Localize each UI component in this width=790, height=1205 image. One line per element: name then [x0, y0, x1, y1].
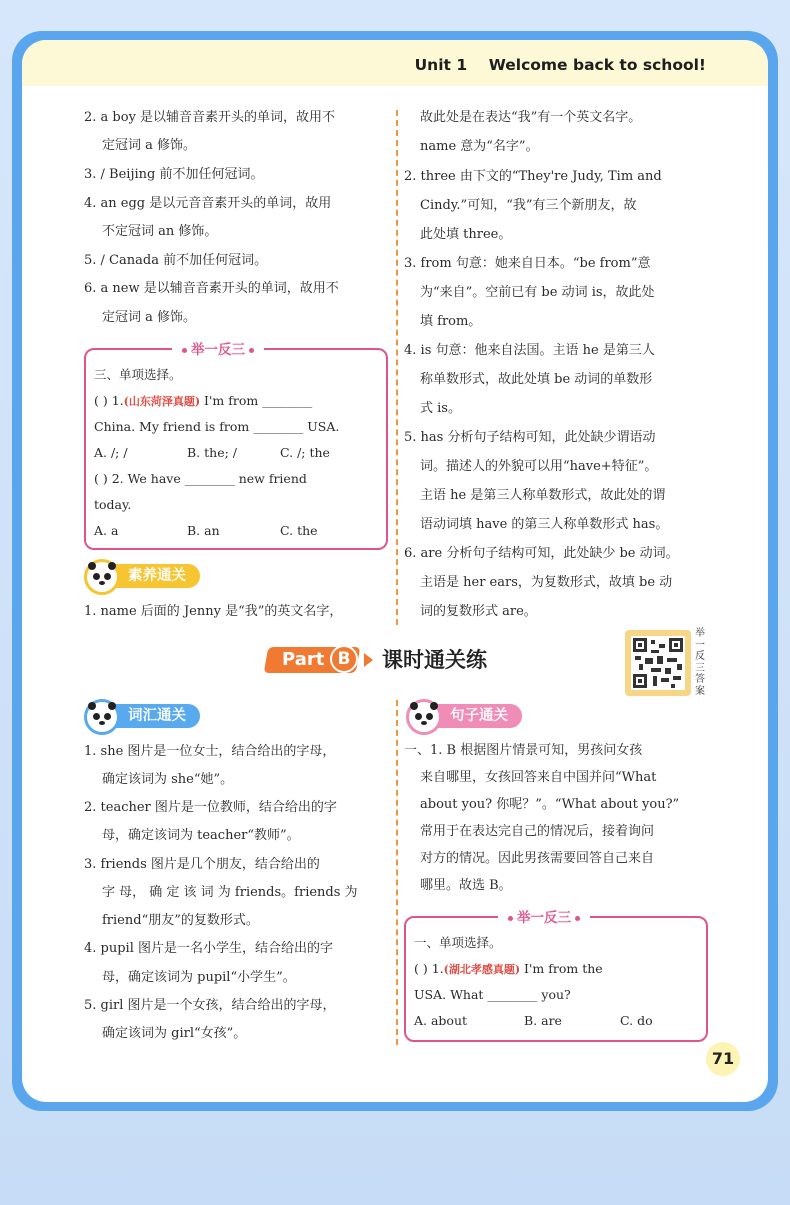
answer-line: 一、1. B 根据图片情景可知，男孩问女孩: [404, 743, 643, 758]
answer-line: 词。描述人的外貌可以用“have+特征”。: [420, 459, 658, 474]
answer-line: 不定冠词 an 修饰。: [102, 224, 218, 239]
column-divider: [396, 110, 398, 625]
part-b-header: [266, 647, 566, 677]
answer-line: Cindy.”可知，“我”有三个新朋友，故: [420, 198, 637, 213]
answer-line: 确定该词为 girl“女孩”。: [102, 1026, 247, 1041]
qr-label: 举一反三答案: [695, 628, 705, 697]
panda-icon: [84, 559, 120, 595]
practice-box-1-title: 举一反三: [172, 338, 264, 358]
qr-code-icon: [625, 630, 691, 696]
answer-line: 来自哪里，女孩回答来自中国并问“What: [420, 770, 657, 785]
option-c: C. do: [620, 1013, 653, 1028]
column-divider: [396, 700, 398, 1045]
answer-line: friend“朋友”的复数形式。: [102, 913, 259, 928]
answer-line: 为“来自”。空前已有 be 动词 is，故此处: [420, 285, 655, 300]
panda-icon: [406, 699, 442, 735]
answer-line: 5. has 分析句子结构可知，此处缺少谓语动: [404, 430, 656, 445]
answer-line: 词的复数形式 are。: [420, 604, 537, 619]
practice-box-2-title: 举一反三: [498, 906, 590, 926]
answer-line: 母，确定该词为 pupil“小学生”。: [102, 970, 296, 985]
answer-line: 3. friends 图片是几个朋友，结合给出的: [84, 857, 320, 872]
answer-line: 定冠词 a 修饰。: [102, 138, 197, 153]
answer-line: 语动词填 have 的第三人称单数形式 has。: [420, 517, 669, 532]
section-label-suyang: 素养通关: [86, 564, 200, 588]
answer-line: 2. teacher 图片是一位教师，结合给出的字: [84, 800, 337, 815]
option-b: B. are: [524, 1013, 562, 1028]
answer-line: 故此处是在表达“我”有一个英文名字。: [420, 110, 642, 125]
box-heading: 一、单项选择。: [414, 935, 502, 950]
option-a: A. a: [94, 523, 119, 538]
answer-line: 5. girl 图片是一个女孩，结合给出的字母，: [84, 998, 336, 1013]
answer-line: 定冠词 a 修饰。: [102, 310, 197, 325]
answer-line: 2. three 由下文的“They're Judy, Tim and: [404, 169, 662, 184]
answer-line: 3. / Beijing 前不加任何冠词。: [84, 167, 264, 182]
answer-line: 式 is。: [420, 401, 461, 416]
part-title: 课时通关练: [382, 648, 487, 672]
page-number: 71: [706, 1042, 740, 1076]
answer-line: 4. is 句意：他来自法国。主语 he 是第三人: [404, 343, 655, 358]
answer-line: 2. a boy 是以辅音音素开头的单词，故用不: [84, 110, 336, 125]
box-heading: 三、单项选择。: [94, 367, 182, 382]
answer-line: 1. she 图片是一位女士，结合给出的字母，: [84, 744, 336, 759]
answer-line: name 意为“名字”。: [420, 139, 539, 154]
answer-line: 3. from 句意：她来自日本。“be from”意: [404, 256, 651, 271]
answer-line: about you? 你呢？”。“What about you?”: [420, 797, 680, 812]
arrow-icon: [364, 653, 373, 667]
answer-line: 1. name 后面的 Jenny 是“我”的英文名字，: [84, 604, 343, 619]
panda-icon: [84, 699, 120, 735]
part-label: Part: [282, 649, 325, 670]
answer-line: 填 from。: [420, 314, 482, 329]
option-a: A. /; /: [94, 445, 128, 460]
answer-line: 对方的情况。因此男孩需要回答自己来自: [420, 851, 655, 866]
section-label-vocab: 词汇通关: [86, 704, 200, 728]
question-line: ( ) 1.(山东菏泽真题) I'm from ________: [94, 393, 313, 408]
option-c: C. /; the: [280, 445, 330, 460]
answer-line: 4. pupil 图片是一名小学生，结合给出的字: [84, 941, 333, 956]
unit-title: Unit 1 Welcome back to school!: [414, 56, 706, 74]
option-c: C. the: [280, 523, 318, 538]
book-page: [22, 40, 768, 1102]
answer-line: 主语是 her ears，为复数形式，故填 be 动: [420, 575, 673, 590]
answer-line: 母，确定该词为 teacher“教师”。: [102, 828, 300, 843]
option-b: B. an: [187, 523, 220, 538]
answer-line: 此处填 three。: [420, 227, 512, 242]
question-line: ( ) 2. We have ________ new friend: [94, 471, 307, 486]
answer-line: 4. an egg 是以元音音素开头的单词，故用: [84, 196, 332, 211]
answer-line: 哪里。故选 B。: [420, 878, 512, 893]
option-b: B. the; /: [187, 445, 237, 460]
answer-line: 5. / Canada 前不加任何冠词。: [84, 253, 268, 268]
option-a: A. about: [414, 1013, 468, 1028]
section-label-sentence: 句子通关: [408, 704, 522, 728]
answer-line: 主语 he 是第三人称单数形式，故此处的谓: [420, 488, 666, 503]
answer-line: 称单数形式，故此处填 be 动词的单数形: [420, 372, 653, 387]
question-line: USA. What ________ you?: [414, 987, 571, 1002]
answer-line: 常用于在表达完自己的情况后，接着询问: [420, 824, 655, 839]
question-line: ( ) 1.(湖北孝感真题) I'm from the: [414, 961, 603, 976]
answer-line: 6. a new 是以辅音音素开头的单词，故用不: [84, 281, 339, 296]
question-line: China. My friend is from ________ USA.: [94, 419, 340, 434]
answer-line: 确定该词为 she“她”。: [102, 772, 234, 787]
question-line: today.: [94, 497, 132, 512]
answer-line: 字 母， 确 定 该 词 为 friends。friends 为: [102, 885, 358, 900]
part-letter: B: [330, 645, 358, 673]
answer-line: 6. are 分析句子结构可知，此处缺少 be 动词。: [404, 546, 679, 561]
